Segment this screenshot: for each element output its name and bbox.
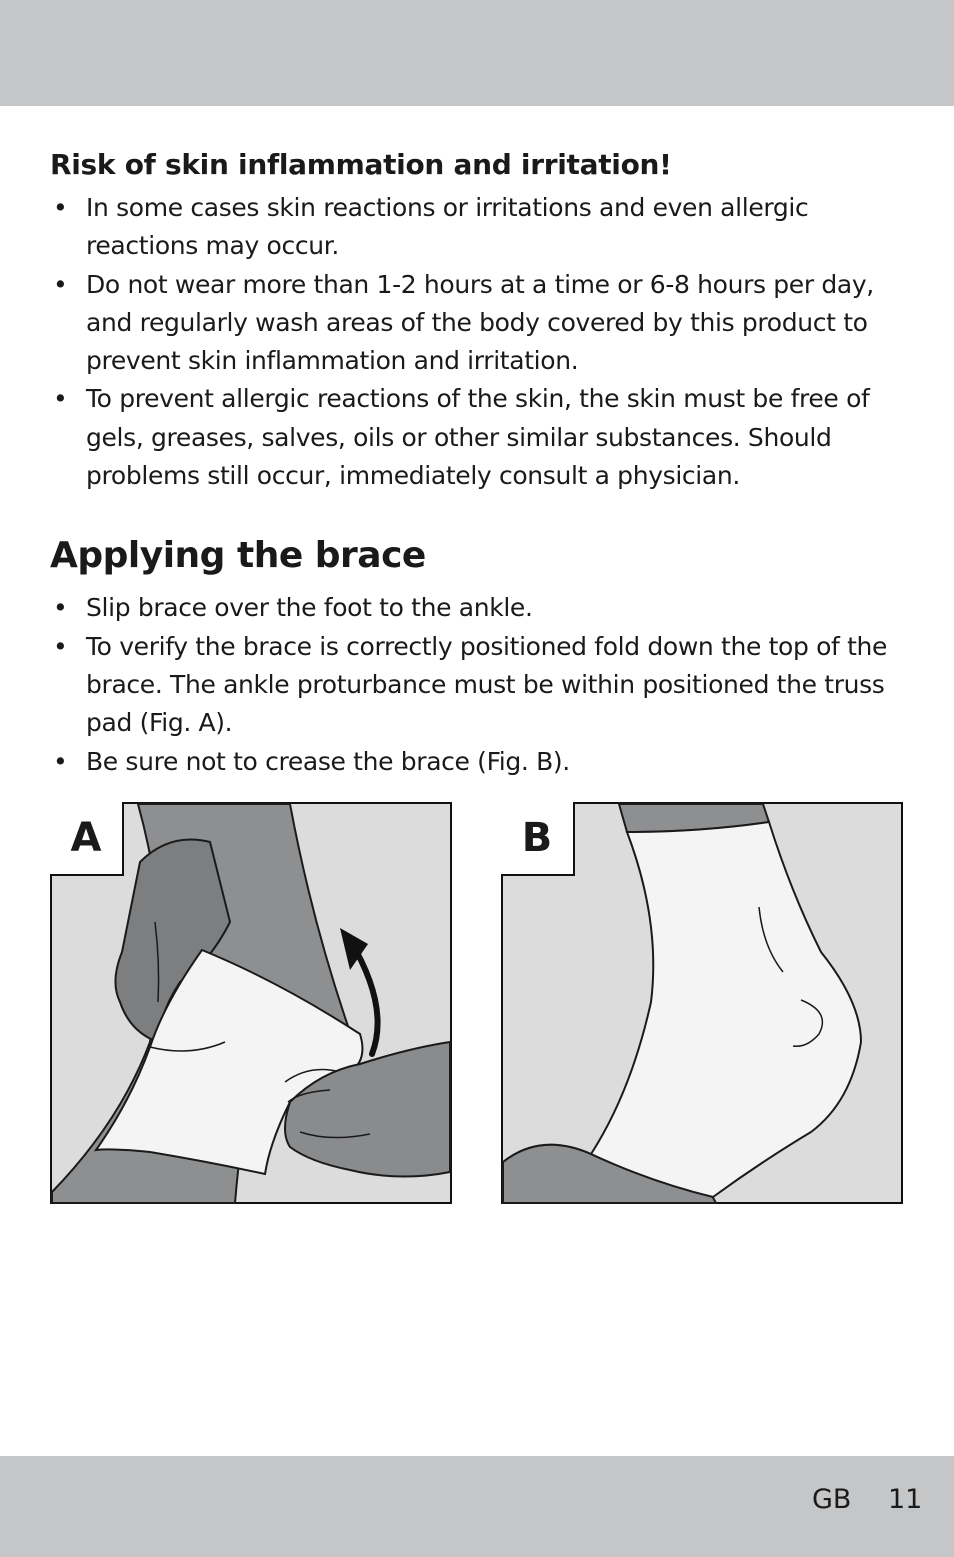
warning-title: Risk of skin inflammation and irritation! [50, 148, 672, 181]
list-item: • Do not wear more than 1-2 hours at a time or 6-8 hours per day, and regularly wash areas of the body covered by this product to prevent skin inflammation and irritation. [50, 266, 910, 381]
list-item: • Be sure not to crease the brace (Fig. B). [50, 743, 910, 781]
section-title: Applying the brace [50, 535, 426, 577]
bullet: • [53, 269, 68, 299]
bullet: • [53, 384, 68, 414]
figure-label: B [501, 802, 575, 876]
list-item: • To verify the brace is correctly positioned fold down the top of the brace. The ankle proturbance must be within positioned the truss pad (Fig. A). [50, 628, 910, 743]
list-item: • To prevent allergic reactions of the skin, the skin must be free of gels, greases, salves, oils or other similar substances. Should problems still occur, immediately consult a physician. [50, 380, 910, 495]
page-number: 11 [888, 1484, 923, 1515]
main-content [50, 144, 910, 781]
bullet: • [53, 746, 68, 776]
header-band [0, 0, 954, 106]
figure-b [501, 802, 903, 1204]
figure-a [50, 802, 452, 1204]
footer-band [0, 1456, 954, 1557]
bullet: • [53, 631, 68, 661]
bullet: • [53, 593, 68, 623]
list-item: • In some cases skin reactions or irritations and even allergic reactions may occur. [50, 189, 910, 266]
figure-label: A [50, 802, 124, 876]
list-item: • Slip brace over the foot to the ankle. [50, 589, 910, 627]
language-code: GB [812, 1484, 852, 1515]
warning-list [50, 189, 910, 495]
instruction-list [50, 589, 910, 780]
bullet: • [53, 193, 68, 222]
